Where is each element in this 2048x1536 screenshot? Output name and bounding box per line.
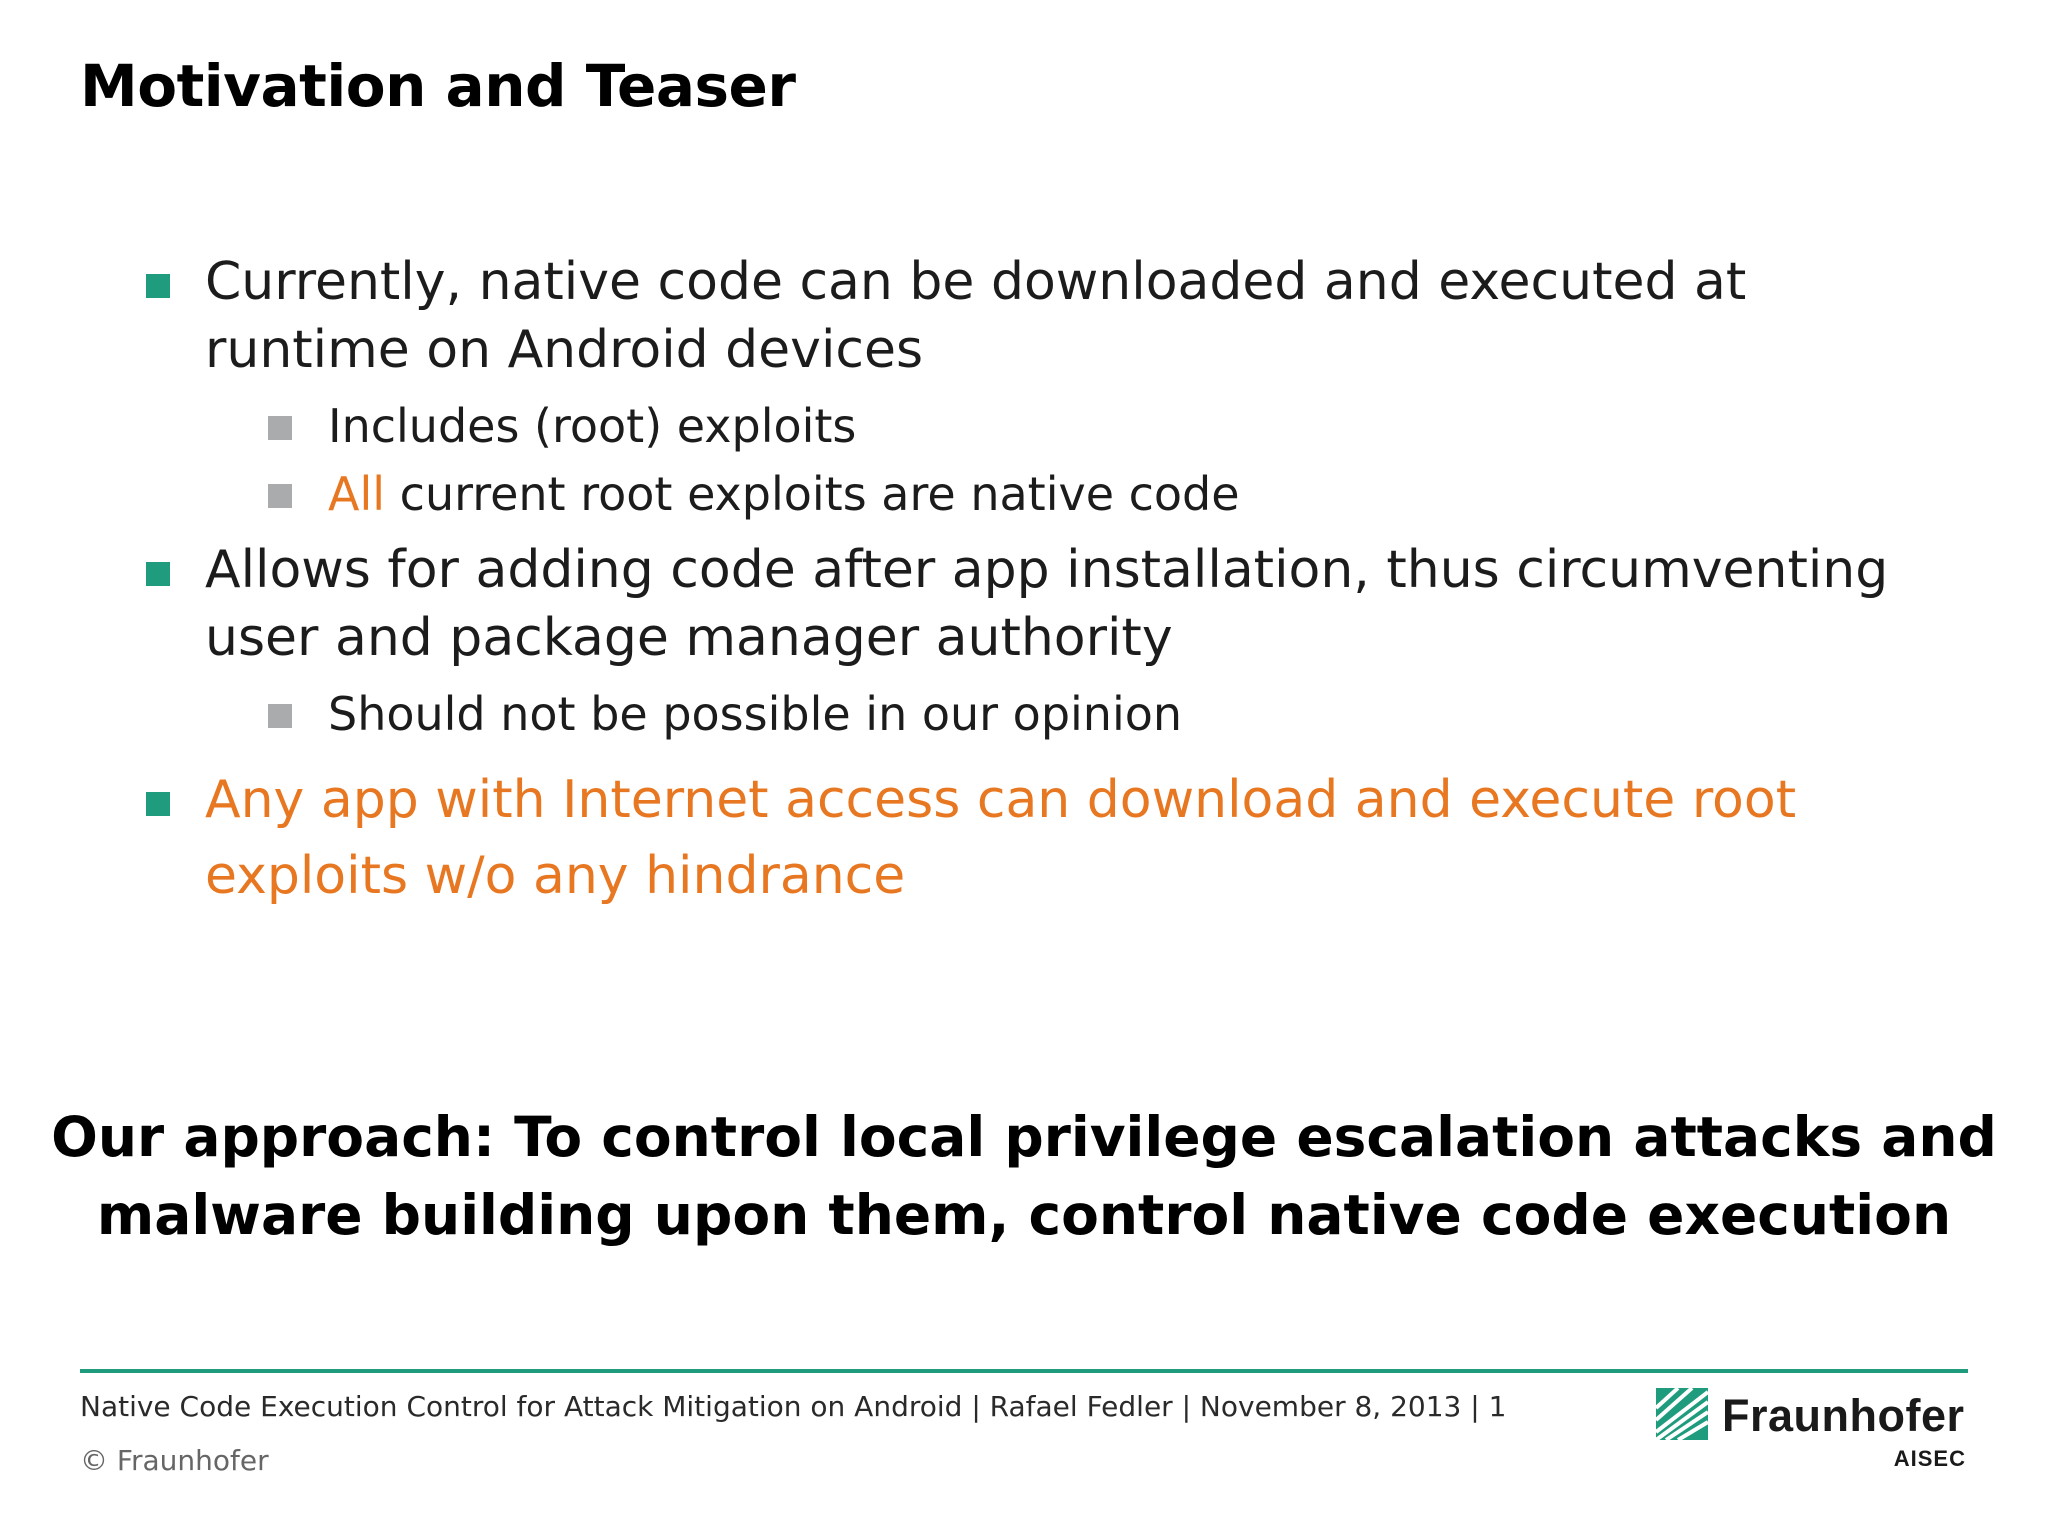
bullet-text: Currently, native code can be downloaded and executed at runtime on Android devices bbox=[205, 252, 1747, 380]
logo-subtitle: AISEC bbox=[1893, 1446, 1966, 1471]
bullet-text: Allows for adding code after app installation, thus circumventing user and package manager authority bbox=[205, 540, 1889, 668]
sub-bullet-text: current root exploits are native code bbox=[385, 467, 1240, 521]
sub-bullet-text: Includes (root) exploits bbox=[328, 399, 857, 453]
bullet-text-highlighted: Any app with Internet access can download and execute root exploits w/o any hindrance bbox=[205, 770, 1797, 906]
square-sub-bullet-icon bbox=[268, 484, 292, 508]
highlight-text: All bbox=[328, 467, 386, 521]
square-sub-bullet-icon bbox=[268, 416, 292, 440]
bullet-item bbox=[140, 248, 1965, 384]
fraunhofer-logo bbox=[1656, 1388, 1968, 1474]
square-bullet-icon bbox=[146, 792, 170, 816]
approach-statement bbox=[0, 1098, 2048, 1254]
bullet-item bbox=[140, 762, 1965, 914]
footer-copyright: © Fraunhofer bbox=[80, 1444, 269, 1477]
fraunhofer-logo-icon bbox=[1656, 1388, 1708, 1440]
approach-line: Our approach: To control local privilege escalation attacks and bbox=[51, 1105, 1997, 1169]
bullet-item bbox=[140, 536, 1965, 672]
sub-bullet-item bbox=[140, 460, 1940, 528]
slide-title: Motivation and Teaser bbox=[80, 52, 796, 120]
footer-divider bbox=[80, 1369, 1968, 1373]
sub-bullet-item bbox=[140, 392, 1940, 460]
sub-bullet-text: Should not be possible in our opinion bbox=[328, 687, 1183, 741]
footer-info: Native Code Execution Control for Attack Mitigation on Android | Rafael Fedler | November 8, 2013 | 1 bbox=[80, 1390, 1507, 1423]
logo-name: Fraunhofer bbox=[1722, 1390, 1965, 1441]
square-bullet-icon bbox=[146, 562, 170, 586]
square-bullet-icon bbox=[146, 274, 170, 298]
bullet-list bbox=[140, 248, 1940, 914]
sub-bullet-item bbox=[140, 680, 1940, 748]
approach-line: malware building upon them, control native code execution bbox=[96, 1183, 1952, 1247]
square-sub-bullet-icon bbox=[268, 704, 292, 728]
